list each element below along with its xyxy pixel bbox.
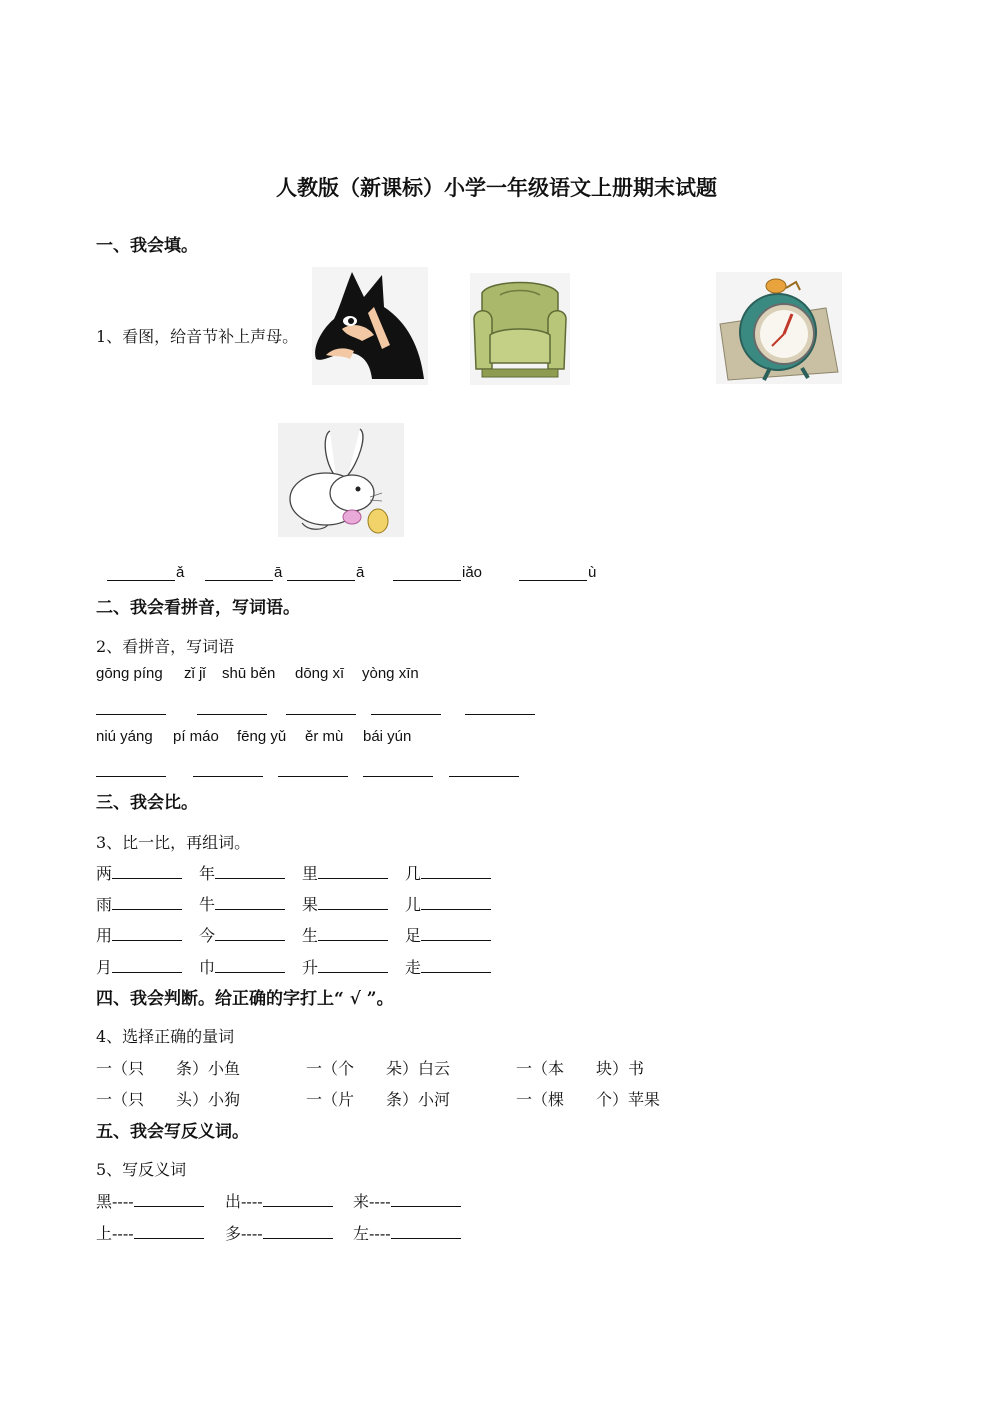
measure-word-choice[interactable]: 一（棵 个）苹果 — [516, 1090, 661, 1109]
answer-line[interactable] — [96, 776, 166, 777]
antonym-prompt: 来---- — [353, 1192, 391, 1211]
compare-char: 月 — [96, 958, 113, 977]
antonym-prompt: 黑---- — [96, 1192, 134, 1211]
blank-line[interactable] — [215, 957, 285, 973]
answer-line[interactable] — [197, 714, 267, 715]
compare-char: 用 — [96, 926, 113, 945]
compare-char: 足 — [405, 926, 422, 945]
blank-line[interactable] — [263, 1223, 333, 1239]
rabbit-image — [278, 423, 404, 537]
q4-instruction: 4、选择正确的量词 — [96, 1027, 235, 1046]
compare-char: 生 — [302, 926, 319, 945]
answer-line[interactable] — [96, 714, 166, 715]
blank-line[interactable] — [215, 894, 285, 910]
horse-image — [312, 267, 428, 385]
blank-line[interactable] — [134, 1223, 204, 1239]
compare-char: 巾 — [199, 958, 216, 977]
blank-line[interactable] — [318, 894, 388, 910]
compare-char: 年 — [199, 864, 216, 883]
blank-line[interactable] — [391, 1191, 461, 1207]
pinyin-word: niú yáng — [96, 728, 153, 745]
measure-word-choice[interactable]: 一（个 朵）白云 — [306, 1059, 451, 1078]
q3-instruction: 3、比一比，再组词。 — [96, 833, 251, 852]
blank-line[interactable] — [112, 894, 182, 910]
pinyin-word: bái yún — [363, 728, 412, 745]
answer-line[interactable] — [278, 776, 348, 777]
measure-word-choice[interactable]: 一（本 块）书 — [516, 1059, 645, 1078]
measure-word-choice[interactable]: 一（只 条）小鱼 — [96, 1059, 241, 1078]
compare-char: 今 — [199, 926, 216, 945]
blank-line[interactable] — [215, 863, 285, 879]
blank-line[interactable] — [421, 957, 491, 973]
sofa-image — [470, 273, 570, 385]
syllable-4: iǎo — [462, 564, 483, 581]
blank-line[interactable] — [287, 580, 355, 581]
section2-heading: 二、我会看拼音，写词语。 — [96, 598, 300, 618]
pinyin-word: dōng xī — [295, 665, 345, 682]
pinyin-word: shū běn — [222, 665, 276, 682]
pinyin-word: zǐ jǐ — [184, 665, 206, 682]
answer-line[interactable] — [465, 714, 535, 715]
syllable-1: ǎ — [176, 564, 185, 581]
q2-instruction: 2、看拼音，写词语 — [96, 637, 235, 656]
compare-char: 果 — [302, 895, 319, 914]
antonym-prompt: 左---- — [353, 1224, 391, 1243]
pinyin-word: pí máo — [173, 728, 219, 745]
measure-word-choice[interactable]: 一（只 头）小狗 — [96, 1090, 241, 1109]
pinyin-word: yòng xīn — [362, 665, 419, 682]
compare-char: 两 — [96, 864, 113, 883]
blank-line[interactable] — [112, 925, 182, 941]
syllable-3: ā — [356, 564, 365, 581]
answer-line[interactable] — [371, 714, 441, 715]
blank-line[interactable] — [519, 580, 587, 581]
blank-line[interactable] — [107, 580, 175, 581]
compare-char: 里 — [302, 864, 319, 883]
section3-heading: 三、我会比。 — [96, 793, 198, 813]
syllable-5: ù — [588, 564, 597, 581]
blank-line[interactable] — [134, 1191, 204, 1207]
antonym-prompt: 多---- — [225, 1224, 263, 1243]
q5-instruction: 5、写反义词 — [96, 1160, 187, 1179]
alarm-clock-image — [716, 272, 842, 384]
blank-line[interactable] — [391, 1223, 461, 1239]
blank-line[interactable] — [263, 1191, 333, 1207]
blank-line[interactable] — [421, 894, 491, 910]
answer-line[interactable] — [363, 776, 433, 777]
blank-line[interactable] — [318, 925, 388, 941]
section1-heading: 一、我会填。 — [96, 236, 198, 256]
compare-char: 儿 — [405, 895, 422, 914]
pinyin-word: fēng yǔ — [237, 728, 287, 745]
blank-line[interactable] — [205, 580, 273, 581]
compare-char: 几 — [405, 864, 422, 883]
compare-char: 牛 — [199, 895, 216, 914]
answer-line[interactable] — [286, 714, 356, 715]
section4-heading: 四、我会判断。给正确的字打上“ √ ”。 — [96, 989, 394, 1009]
pinyin-word: gōng píng — [96, 665, 163, 682]
section5-heading: 五、我会写反义词。 — [96, 1122, 249, 1142]
antonym-prompt: 上---- — [96, 1224, 134, 1243]
blank-line[interactable] — [318, 863, 388, 879]
pinyin-word: ěr mù — [305, 728, 344, 745]
blank-line[interactable] — [421, 863, 491, 879]
page-title: 人教版（新课标）小学一年级语文上册期末试题 — [276, 175, 717, 200]
blank-line[interactable] — [318, 957, 388, 973]
syllable-2: ā — [274, 564, 283, 581]
blank-line[interactable] — [421, 925, 491, 941]
compare-char: 升 — [302, 958, 319, 977]
blank-line[interactable] — [215, 925, 285, 941]
measure-word-choice[interactable]: 一（片 条）小河 — [306, 1090, 451, 1109]
answer-line[interactable] — [193, 776, 263, 777]
antonym-prompt: 出---- — [225, 1192, 263, 1211]
answer-line[interactable] — [449, 776, 519, 777]
blank-line[interactable] — [393, 580, 461, 581]
compare-char: 雨 — [96, 895, 113, 914]
compare-char: 走 — [405, 958, 422, 977]
blank-line[interactable] — [112, 863, 182, 879]
blank-line[interactable] — [112, 957, 182, 973]
q1-instruction: 1、看图，给音节补上声母。 — [96, 327, 299, 346]
